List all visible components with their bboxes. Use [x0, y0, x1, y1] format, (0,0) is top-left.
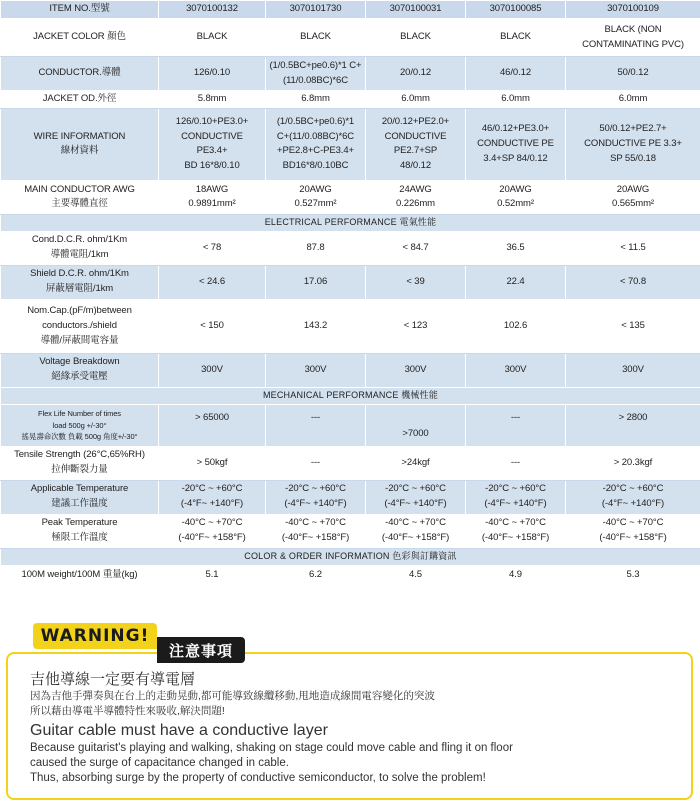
- jacket-color-value: BLACK: [366, 19, 466, 57]
- wire-info-line: BD 16*8/0.10: [184, 159, 240, 171]
- cross-section: 0.9891mm²: [188, 198, 236, 210]
- temp-celsius: -20°C ~ +60°C: [602, 483, 664, 495]
- temp-celsius: -40°C ~ +70°C: [385, 517, 446, 529]
- main-awg-value: [566, 180, 700, 214]
- wire-info-line: 46/0.12+PE3.0+: [481, 123, 550, 135]
- temp-fahrenheit: (-4°F~ +140°F): [384, 498, 447, 510]
- temp-fahrenheit: (-4°F~ +140°F): [180, 498, 244, 510]
- voltage-value: 300V: [266, 353, 366, 387]
- warning-en-title: Guitar cable must have a conductive layer: [30, 722, 328, 739]
- conductor-value: 126/0.10: [159, 57, 266, 91]
- peak-temp-value: [466, 514, 566, 548]
- temp-celsius: -40°C ~ +70°C: [485, 517, 546, 529]
- nom-cap-label-en: conductors./shield: [42, 319, 117, 331]
- cond-dcr-value: < 78: [159, 231, 266, 265]
- flex-value: > 65000: [159, 404, 266, 446]
- applicable-temp-value: [466, 480, 566, 514]
- wire-info-line: SP 55/0.18: [610, 152, 656, 164]
- cond-dcr-value: < 84.7: [366, 231, 466, 265]
- cond-dcr-label: [1, 231, 159, 265]
- temp-celsius: -40°C ~ +70°C: [285, 517, 346, 529]
- applicable-temp-value: [566, 480, 700, 514]
- temp-celsius: -20°C ~ +60°C: [485, 483, 546, 495]
- voltage-label-zh: 絕緣承受電壓: [51, 371, 108, 383]
- temp-celsius: -40°C ~ +70°C: [602, 517, 664, 529]
- jacket-od-value: 6.8mm: [266, 91, 366, 109]
- electrical-section-row: [1, 214, 700, 231]
- main-awg-row: [1, 180, 700, 214]
- item-no-4: 3070100085: [466, 1, 566, 19]
- flex-label-en: load 500g +/-30°: [52, 420, 107, 430]
- flex-value: ---: [266, 404, 366, 446]
- warning-zh-line: 因為吉他手彈奏與在台上的走動晃動,都可能導致線纜移動,甩地造成線間電容變化的突波: [30, 690, 435, 702]
- jacket-od-value: 5.8mm: [159, 91, 266, 109]
- nom-cap-row: [1, 299, 700, 353]
- tensile-label: [1, 446, 159, 480]
- tensile-value: ---: [266, 446, 366, 480]
- nom-cap-value: 143.2: [266, 299, 366, 353]
- peak-temp-value: [566, 514, 700, 548]
- main-awg-label-zh: 主要導體直徑: [51, 198, 108, 210]
- peak-temp-label: [1, 514, 159, 548]
- weight-value: 4.5: [366, 565, 466, 585]
- item-no-3: 3070100031: [366, 1, 466, 19]
- warning-en-line: Because guitarist's playing and walking, shaking on stage could move cable and fling it on floor: [30, 742, 513, 754]
- voltage-value: 300V: [159, 353, 266, 387]
- cross-section: 0.527mm²: [294, 198, 337, 210]
- warning-tag-zh: 注意事項: [157, 637, 245, 663]
- applicable-temp-value: [366, 480, 466, 514]
- awg-size: 24AWG: [399, 183, 432, 195]
- applicable-temp-label-en: Applicable Temperature: [30, 483, 129, 495]
- temp-fahrenheit: (-4°F~ +140°F): [601, 498, 665, 510]
- tensile-value: > 20.3kgf: [566, 446, 700, 480]
- temp-fahrenheit: (-40°F~ +158°F): [381, 532, 450, 544]
- weight-value: 6.2: [266, 565, 366, 585]
- voltage-value: 300V: [466, 353, 566, 387]
- wire-info-line: +PE2.8+C-PE3.4+: [277, 145, 354, 157]
- cond-dcr-value: 36.5: [466, 231, 566, 265]
- cross-section: 0.52mm²: [497, 198, 534, 210]
- weight-label: 100M weight/100M 重量(kg): [1, 565, 159, 585]
- jacket-od-value: 6.0mm: [366, 91, 466, 109]
- wire-info-value: [366, 108, 466, 180]
- weight-value: 5.1: [159, 565, 266, 585]
- main-awg-label-en: MAIN CONDUCTOR AWG: [24, 183, 135, 195]
- jacket-od-row: [1, 91, 700, 109]
- cond-dcr-label-en: Cond.D.C.R. ohm/1Km: [31, 234, 128, 246]
- nom-cap-value: < 123: [366, 299, 466, 353]
- wire-info-line: 50/0.12+PE2.7+: [599, 123, 667, 135]
- tensile-label-en: Tensile Strength (26°C,65%RH): [14, 449, 145, 461]
- main-awg-value: [159, 180, 266, 214]
- wire-info-value: [266, 108, 366, 180]
- main-awg-value: [466, 180, 566, 214]
- warning-text: [30, 670, 680, 786]
- flex-value: >7000: [366, 404, 466, 446]
- jacket-color-row: [1, 19, 700, 57]
- wire-info-line: (1/0.5BC+pe0.6)*1: [276, 115, 355, 127]
- nom-cap-value: 102.6: [466, 299, 566, 353]
- temp-celsius: -20°C ~ +60°C: [385, 483, 446, 495]
- warning-en-line: Thus, absorbing surge by the property of conductive semiconductor, to solve the problem!: [30, 772, 486, 784]
- conductor-value: (1/0.5BC+pe0.6)*1 C+(11/0.08BC)*6C: [266, 57, 366, 91]
- item-no-2: 3070101730: [266, 1, 366, 19]
- wire-info-value: [159, 108, 266, 180]
- shield-dcr-row: [1, 265, 700, 299]
- warning-zh-line: 所以藉由導電半導體特性來吸收,解決問題!: [30, 705, 225, 717]
- awg-size: 18AWG: [195, 183, 229, 195]
- shield-dcr-label: [1, 265, 159, 299]
- peak-temp-label-zh: 極限工作溫度: [51, 532, 108, 544]
- wire-info-label-zh: 線材資料: [60, 145, 99, 157]
- cond-dcr-row: [1, 231, 700, 265]
- awg-size: 20AWG: [499, 183, 532, 195]
- conductor-row: [1, 57, 700, 91]
- voltage-row: [1, 353, 700, 387]
- wire-info-line: 48/0.12: [400, 159, 431, 171]
- voltage-value: 300V: [566, 353, 700, 387]
- jacket-color-value: BLACK (NON CONTAMINATING PVC): [566, 19, 700, 57]
- cond-dcr-value: < 11.5: [566, 231, 700, 265]
- wire-info-label: [1, 108, 159, 180]
- wire-info-line: PE3.4+: [196, 145, 228, 157]
- temp-fahrenheit: (-40°F~ +158°F): [281, 532, 350, 544]
- electrical-section-title: ELECTRICAL PERFORMANCE 電氣性能: [1, 214, 700, 231]
- peak-temp-row: [1, 514, 700, 548]
- mechanical-section-title: MECHANICAL PERFORMANCE 機械性能: [1, 387, 700, 404]
- peak-temp-label-en: Peak Temperature: [41, 517, 118, 529]
- voltage-value: 300V: [366, 353, 466, 387]
- temp-fahrenheit: (-40°F~ +158°F): [599, 532, 667, 544]
- jacket-od-value: 6.0mm: [466, 91, 566, 109]
- peak-temp-value: [366, 514, 466, 548]
- shield-dcr-label-en: Shield D.C.R. ohm/1Km: [30, 268, 129, 280]
- flex-row: [1, 404, 700, 446]
- wire-info-line: CONDUCTIVE PE: [477, 137, 554, 149]
- shield-dcr-value: < 70.8: [566, 265, 700, 299]
- shield-dcr-value: 22.4: [466, 265, 566, 299]
- voltage-label: [1, 353, 159, 387]
- flex-label-en: Flex Life Number of times: [38, 409, 121, 419]
- cross-section: 0.226mm: [396, 198, 435, 210]
- main-awg-label: [1, 180, 159, 214]
- wire-info-line: CONDUCTIVE: [384, 130, 447, 142]
- weight-value: 5.3: [566, 565, 700, 585]
- flex-label-zh: 搖晃壽命次數 負載 500g 角度+/-30°: [21, 431, 138, 441]
- applicable-temp-row: [1, 480, 700, 514]
- temp-fahrenheit: (-40°F~ +158°F): [178, 532, 246, 544]
- peak-temp-value: [159, 514, 266, 548]
- tensile-value: >24kgf: [366, 446, 466, 480]
- shield-dcr-value: < 39: [366, 265, 466, 299]
- main-awg-value: [266, 180, 366, 214]
- shield-dcr-value: < 24.6: [159, 265, 266, 299]
- header-label: ITEM NO.型號: [1, 1, 159, 19]
- wire-info-line: BD16*8/0.10BC: [282, 159, 349, 171]
- temp-celsius: -20°C ~ +60°C: [285, 483, 346, 495]
- applicable-temp-label: [1, 480, 159, 514]
- warning-tag: WARNING!: [33, 623, 157, 649]
- main-awg-value: [366, 180, 466, 214]
- conductor-value: 20/0.12: [366, 57, 466, 91]
- nom-cap-label-en: Nom.Cap.(pF/m)between: [27, 305, 132, 317]
- wire-info-line: CONDUCTIVE: [181, 130, 243, 142]
- warning-zh-title: 吉他導線一定要有導電層: [30, 671, 196, 688]
- weight-value: 4.9: [466, 565, 566, 585]
- awg-size: 20AWG: [616, 183, 650, 195]
- shield-dcr-label-zh: 屏蔽層電阻/1km: [45, 283, 114, 295]
- item-no-1: 3070100132: [159, 1, 266, 19]
- wire-info-value: [466, 108, 566, 180]
- wire-info-line: C+(11/0.08BC)*6C: [276, 130, 355, 142]
- applicable-temp-value: [266, 480, 366, 514]
- wire-info-label-en: WIRE INFORMATION: [33, 130, 126, 142]
- shield-dcr-value: 17.06: [266, 265, 366, 299]
- awg-size: 20AWG: [299, 183, 332, 195]
- jacket-od-label: JACKET OD.外徑: [1, 91, 159, 109]
- conductor-value: 46/0.12: [466, 57, 566, 91]
- weight-row: [1, 565, 700, 585]
- flex-label: [1, 404, 159, 446]
- applicable-temp-value: [159, 480, 266, 514]
- header-row: [1, 1, 700, 19]
- temp-celsius: -40°C ~ +70°C: [181, 517, 243, 529]
- wire-info-line: 3.4+SP 84/0.12: [483, 152, 548, 164]
- wire-info-line: CONDUCTIVE PE 3.3+: [584, 137, 682, 149]
- jacket-color-value: BLACK: [159, 19, 266, 57]
- color-section-title: COLOR & ORDER INFORMATION 色彩與訂購資訊: [1, 548, 700, 565]
- wire-info-row: [1, 108, 700, 180]
- nom-cap-value: < 150: [159, 299, 266, 353]
- conductor-label: CONDUCTOR.導體: [1, 57, 159, 91]
- wire-info-line: PE2.7+SP: [393, 145, 438, 157]
- peak-temp-value: [266, 514, 366, 548]
- nom-cap-value: < 135: [566, 299, 700, 353]
- temp-fahrenheit: (-40°F~ +158°F): [481, 532, 550, 544]
- tensile-value: ---: [466, 446, 566, 480]
- jacket-color-value: BLACK: [466, 19, 566, 57]
- cond-dcr-value: 87.8: [266, 231, 366, 265]
- conductor-value: 50/0.12: [566, 57, 700, 91]
- temp-fahrenheit: (-4°F~ +140°F): [284, 498, 347, 510]
- cond-dcr-label-zh: 導體電阻/1km: [50, 249, 109, 261]
- tensile-row: [1, 446, 700, 480]
- tensile-value: > 50kgf: [159, 446, 266, 480]
- nom-cap-label: [1, 299, 159, 353]
- item-no-5: 3070100109: [566, 1, 700, 19]
- temp-celsius: -20°C ~ +60°C: [181, 483, 243, 495]
- nom-cap-label-zh: 導體/屏蔽間電容量: [40, 334, 119, 346]
- mechanical-section-row: [1, 387, 700, 404]
- flex-value: ---: [466, 404, 566, 446]
- cross-section: 0.565mm²: [612, 198, 654, 210]
- flex-value: > 2800: [566, 404, 700, 446]
- wire-info-value: [566, 108, 700, 180]
- temp-fahrenheit: (-4°F~ +140°F): [484, 498, 547, 510]
- color-section-row: [1, 548, 700, 565]
- jacket-od-value: 6.0mm: [566, 91, 700, 109]
- warning-en-line: caused the surge of capacitance changed in cable.: [30, 757, 289, 769]
- applicable-temp-label-zh: 建議工作溫度: [51, 498, 108, 510]
- jacket-color-label: JACKET COLOR 顏色: [1, 19, 159, 57]
- wire-info-line: 20/0.12+PE2.0+: [381, 115, 450, 127]
- wire-info-line: 126/0.10+PE3.0+: [175, 115, 249, 127]
- tensile-label-zh: 拉伸斷裂力量: [51, 464, 108, 476]
- voltage-label-en: Voltage Breakdown: [39, 356, 120, 368]
- jacket-color-value: BLACK: [266, 19, 366, 57]
